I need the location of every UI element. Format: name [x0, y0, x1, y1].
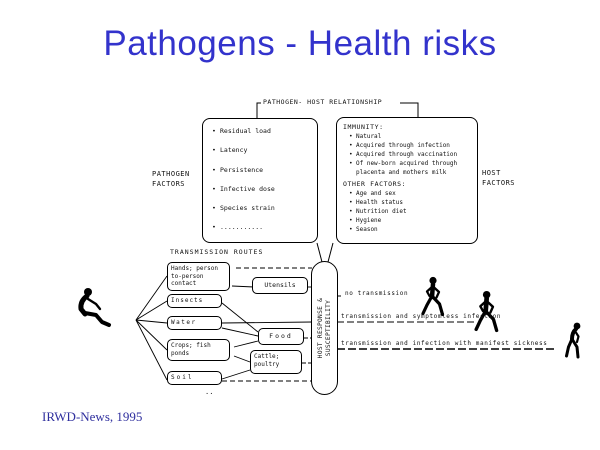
host-response-capsule-label: HOST RESPONSE & SUSCEPTIBILITY: [317, 297, 332, 359]
other-factor-item: • Nutrition diet: [349, 208, 407, 215]
route-box-crops: Crops; fish ponds: [167, 339, 230, 361]
bullet-icon: •: [212, 223, 216, 232]
immunity-item: • Acquired through vaccination: [349, 151, 458, 158]
bullet-icon: •: [349, 190, 353, 197]
pathogen-factor-item: • Residual load: [212, 127, 271, 135]
bullet-icon: •: [212, 184, 216, 193]
funnel-line: [328, 243, 333, 262]
bracket-right-line: [400, 103, 418, 118]
route-box-utensils: Utensils: [252, 277, 308, 294]
host-factors-box: [336, 117, 478, 244]
pathogen-factors-label: PATHOGEN FACTORS: [152, 170, 190, 188]
bullet-icon: •: [349, 133, 353, 140]
route-box-hands: Hands; person to-person contact: [167, 262, 230, 291]
other-factor-item: • Hygiene: [349, 217, 382, 224]
host-factors-label: HOST FACTORS: [482, 169, 516, 187]
bullet-icon: •: [212, 146, 216, 155]
bullet-icon: •: [349, 199, 353, 206]
transmission-routes-header: TRANSMISSION ROUTES: [170, 248, 264, 256]
squatting-person-icon: [81, 288, 109, 325]
bullet-icon: •: [349, 160, 353, 167]
outcome-no-transmission: no transmission: [345, 290, 409, 297]
pathogen-factor-item: • Infective dose: [212, 184, 275, 193]
pathogen-host-relationship-label: PATHOGEN- HOST RELATIONSHIP: [263, 98, 383, 106]
outcome-manifest-sickness: transmission and infection with manifest sickness: [341, 340, 548, 347]
walking-person-icon: [423, 277, 443, 315]
route-box-insects: Insects: [167, 294, 222, 308]
route-box-water: Water: [167, 316, 222, 330]
immunity-item: • Acquired through infection: [349, 142, 450, 149]
bullet-icon: •: [212, 165, 216, 174]
immunity-item: • Natural: [349, 133, 382, 140]
route-box-soil: Soil: [167, 371, 222, 385]
slide-title: Pathogens - Health risks: [103, 24, 497, 63]
bullet-icon: •: [349, 142, 353, 149]
pathogen-factors-box: [202, 118, 318, 243]
pathogen-factor-item: • Latency: [212, 146, 248, 155]
more-routes-ellipsis: ..: [205, 388, 214, 396]
bracket-left-line: [257, 103, 261, 119]
bullet-icon: •: [349, 208, 353, 215]
bullet-icon: •: [349, 226, 353, 233]
bullet-icon: •: [349, 151, 353, 158]
walking-person-icon: [476, 291, 496, 330]
immunity-header: IMMUNITY:: [343, 123, 384, 131]
pathogen-factor-item: • ...........: [212, 223, 264, 232]
other-factor-item: • Season: [349, 226, 378, 233]
other-factor-item: • Health status: [349, 199, 403, 206]
bullet-icon: •: [349, 217, 353, 224]
other-factor-item: • Age and sex: [349, 190, 396, 197]
route-box-food: Food: [258, 328, 304, 345]
sick-person-icon: [567, 323, 581, 357]
pathogen-factor-item: • Species strain: [212, 204, 275, 213]
bullet-icon: •: [212, 204, 216, 213]
route-box-cattle: Cattle; poultry: [250, 350, 302, 374]
fan-lines: [136, 276, 167, 380]
bullet-icon: •: [212, 127, 216, 135]
funnel-line: [317, 243, 322, 262]
other-factors-header: OTHER FACTORS:: [343, 180, 407, 188]
immunity-item: • Of new-born acquired through placenta and mothers milk: [349, 160, 458, 176]
pathogen-factor-item: • Persistence: [212, 165, 264, 174]
source-citation: IRWD-News, 1995: [42, 409, 143, 424]
outcome-symptomless-infection: transmission and symptomless infection: [341, 313, 502, 320]
